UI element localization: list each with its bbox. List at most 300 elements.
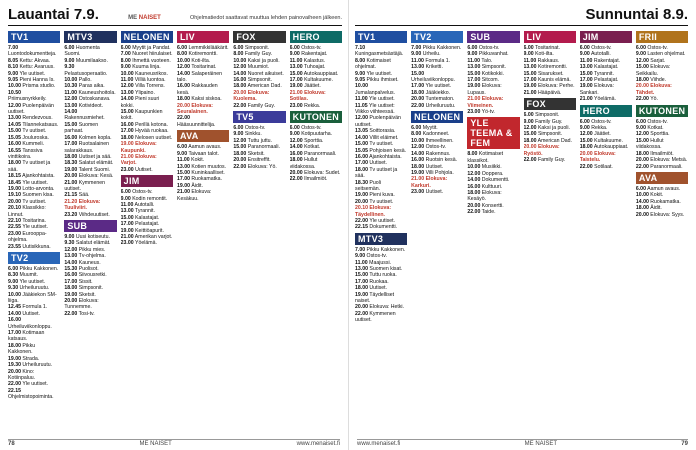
program-title: Elokuva: Kesäyö. <box>467 189 502 203</box>
program-title: Elokuva: Kesäkuu. <box>176 189 212 202</box>
program-listing <box>177 83 229 96</box>
program-title: Amerikan varjot. <box>133 233 173 240</box>
program-time: 11.00 <box>120 201 134 208</box>
program-time: 9.00 <box>523 51 534 58</box>
program-title: Suomen kisat. <box>367 266 403 272</box>
program-time: 12.00 <box>411 144 425 151</box>
program-time: 18.00 <box>64 153 78 160</box>
program-title: Kettu: Avaruus. <box>18 64 55 71</box>
program-title: Yle uutiset. <box>18 278 46 285</box>
program-title: Uutiset ja sää. <box>77 153 112 160</box>
program-title: Sporttia. <box>648 131 670 138</box>
program-time: 17.00 <box>523 77 537 84</box>
program-time: 6.00 <box>120 45 131 51</box>
edition-brand: NAISET <box>138 15 161 21</box>
program-time: 6.00 <box>635 45 646 51</box>
program-time: 9.00 <box>467 51 478 58</box>
program-listing <box>64 109 116 122</box>
program-time: 16.00 <box>8 317 21 324</box>
program-title: Uutiset. <box>367 285 388 292</box>
program-title: Urheiluviikonloppu. <box>411 77 456 84</box>
program-title: Puolisot. <box>77 266 99 272</box>
program-title: Elokuva: Sudet. <box>302 169 341 176</box>
program-listing <box>636 164 688 170</box>
program-title: Priimusnyrkkeily. <box>8 96 47 103</box>
program-listing <box>8 103 60 116</box>
program-time: 9.30 <box>64 240 75 247</box>
program-time: 18.00 <box>8 342 21 349</box>
program-title: Kauneus. <box>77 259 101 266</box>
program-title: Simpsonit. <box>246 77 272 84</box>
program-title: Kolmen kopla. <box>77 134 112 141</box>
program-time: 21.00 <box>176 189 190 196</box>
program-title: Muumit. <box>18 272 38 279</box>
program-title: Family Guy. <box>243 51 273 58</box>
program-title: Ruokaa. <box>367 278 389 285</box>
program-time: 13.00 <box>579 64 593 71</box>
program-title: Ruotsin kesä. <box>424 157 458 164</box>
program-time: 10.00 <box>8 83 21 90</box>
program-title: Tv-ohjelma. <box>77 253 106 260</box>
channel-header: TV1 <box>355 31 407 43</box>
program-title: Yle uutiset. <box>20 224 48 231</box>
program-title: Uutiset. <box>424 189 444 196</box>
program-title: Ostos-tv. <box>424 144 446 151</box>
program-title: Jääkiekko. <box>424 89 451 96</box>
program-title: Tositarinat. <box>533 45 561 51</box>
program-time: 22.00 <box>523 157 537 164</box>
program-title: Kuninkaalliset. <box>189 169 225 176</box>
program-listing <box>233 164 285 170</box>
program-title: Jäätiet. <box>302 83 321 90</box>
program-time: 11.00 <box>355 96 368 103</box>
program-title: Ajankohtaista. <box>367 153 402 160</box>
program-time: 10.00 <box>64 77 78 84</box>
program-listing <box>8 292 60 305</box>
program-time: 22.15 <box>8 387 21 394</box>
program-title: Tv uutiset ja sää. <box>355 166 398 180</box>
listing-column <box>355 29 407 443</box>
program-title: Urheiluruutu. <box>18 285 50 292</box>
program-listing <box>355 115 407 128</box>
program-title: Kauneushoitola. <box>77 89 116 96</box>
program-time: 11.00 <box>355 259 368 266</box>
program-title: Family Guy. <box>536 157 566 164</box>
program-title: Yle uutiset. <box>20 381 48 388</box>
program-time: 13.00 <box>176 163 190 170</box>
program-title: Sketsit. <box>246 150 265 157</box>
program-title: Simpsonit. <box>533 112 560 119</box>
program-time: 17.00 <box>64 141 78 148</box>
program-title: Tv uutiset. <box>20 198 47 205</box>
program-title: Yle uutiset. <box>367 96 395 103</box>
program-listing <box>580 83 632 96</box>
program-time: 19.00 <box>8 355 21 362</box>
program-time: 12.00 <box>523 125 537 132</box>
program-time: 10.00 <box>8 291 21 298</box>
program-listing <box>8 244 60 250</box>
program-time: 12.00 <box>176 64 190 71</box>
program-listing <box>467 151 519 164</box>
program-title: Villiä luontoa. <box>133 77 166 84</box>
program-title: Nelosen uutiset. <box>133 134 173 141</box>
program-title: Maajussi. <box>367 259 392 266</box>
program-title: Salatut elämät. <box>77 160 114 167</box>
program-time: 9.00 <box>355 253 366 260</box>
program-title: Kummeli. <box>20 141 45 148</box>
program-listing <box>121 109 173 122</box>
program-title: Elokuva: Perhe. <box>536 83 575 90</box>
program-time: 17.00 <box>355 160 368 167</box>
program-title: Hullut viidakossa. <box>289 157 318 170</box>
program-title: Yle uutiset: Viikko viihteessä. <box>355 102 395 116</box>
program-time: 17.00 <box>176 176 190 183</box>
program-time: 9.00 <box>120 64 131 71</box>
program-time: 14.00 <box>355 134 368 141</box>
program-title: Ostos-tv. <box>365 253 387 260</box>
channel-header: YLE TEEMA & FEM <box>467 117 519 149</box>
program-title: Kalastajat. <box>592 64 619 71</box>
channel-header: FOX <box>524 98 576 110</box>
program-title: Pieni Hanna Is. <box>18 77 55 84</box>
page-number: 78 <box>8 441 15 447</box>
program-time: 9.00 <box>289 51 300 58</box>
program-title: Kauneusrikos. <box>133 70 168 77</box>
listing-columns <box>355 29 688 443</box>
program-time: 22.55 <box>8 224 21 231</box>
program-time: 20.00 <box>411 96 425 103</box>
program-title: Ajankohtaista. <box>20 173 55 180</box>
program-title: Kodin remontit. <box>130 195 168 202</box>
program-title: Kino: Kotiinpaluu. <box>8 368 36 381</box>
program-time: 6.00 <box>579 45 590 51</box>
program-time: 21.00 <box>64 179 78 186</box>
program-time: 22.00 <box>176 115 190 122</box>
program-title: Autotalli. <box>133 201 155 208</box>
program-listing <box>64 311 116 317</box>
program-time: 18.00 <box>355 166 368 173</box>
program-time: 14.00 <box>8 310 21 317</box>
program-time: 15.00 <box>635 64 649 71</box>
program-time: 13.05 <box>355 128 368 135</box>
program-time: 21.00 <box>289 89 303 96</box>
program-time: 20.00 <box>635 83 649 90</box>
program-title: Salaperäinen talo. <box>176 70 222 84</box>
footer-url: www.menaiset.fi <box>296 441 340 447</box>
program-title: Tyrannit. <box>592 70 614 77</box>
program-listing <box>8 231 60 244</box>
program-title: Elokuva: Taistelu. <box>579 150 616 164</box>
program-title: Ostos-tv. <box>645 118 668 125</box>
program-title: Villi Pohjola. <box>424 169 454 176</box>
program-title: Tilannekatsaus. <box>20 121 59 128</box>
program-title: Uutiset. <box>20 310 41 317</box>
page-number: 79 <box>681 441 688 447</box>
program-title: Myytit ja Pandat. <box>130 45 171 51</box>
program-time: 18.00 <box>64 285 78 292</box>
program-title: Salatut elämät. <box>74 240 111 247</box>
program-time: 11.05 <box>355 102 368 109</box>
program-listing <box>233 90 285 103</box>
program-time: 11.00 <box>64 89 78 96</box>
listing-column <box>467 29 519 443</box>
program-listing <box>64 141 116 154</box>
program-time: 9.00 <box>411 51 422 58</box>
program-title: American Dad. <box>536 137 572 144</box>
program-time: 10.00 <box>411 137 425 144</box>
program-listing <box>467 109 519 115</box>
program-time: 16.00 <box>233 77 247 84</box>
program-time: 6.00 <box>467 45 478 51</box>
program-title: Ihmettä vuoteen. <box>130 57 171 64</box>
program-title: Muumilaakso. <box>74 57 108 64</box>
program-title: Elokuva: Täydellinen. <box>355 205 392 218</box>
program-time: 21.20 <box>64 198 78 205</box>
program-listing <box>8 148 60 161</box>
program-time: 12.00 <box>635 131 649 138</box>
program-listing <box>64 122 116 135</box>
program-title: Keittiöapurit. <box>133 227 164 234</box>
program-title: Yle uutiset. <box>365 70 393 77</box>
program-time: 22.00 <box>411 102 425 109</box>
program-listing <box>8 388 60 401</box>
program-title: Musiikki. <box>480 164 502 171</box>
program-title: Soittorasia. <box>367 128 396 135</box>
program-time: 18.00 <box>635 205 649 212</box>
program-title: Jumalanpalvelus. <box>355 89 396 96</box>
program-time: 8.00 <box>411 131 422 138</box>
program-title: Elokuva: Kesä. <box>77 173 114 180</box>
program-title: Uutisikkuna. <box>20 243 51 250</box>
program-time: 6.00 <box>120 189 131 196</box>
program-title: Family Guy. <box>533 118 563 125</box>
program-title: American Dad. <box>246 83 282 90</box>
edition-prefix: ME <box>128 15 139 21</box>
program-time: 19.00 <box>289 83 303 90</box>
program-title: Ohjelmistopoiminta. <box>8 394 54 401</box>
program-title: Talent Suomi. <box>77 166 111 173</box>
program-time: 13.00 <box>120 89 134 96</box>
program-listing <box>64 212 116 218</box>
program-title: Äidit. <box>189 182 203 189</box>
program-title: Kultakuume. <box>302 77 333 84</box>
program-title: Family Guy. <box>246 102 276 109</box>
program-time: 18.15 <box>8 173 21 180</box>
disclaimer: Ohjelmatiedot saattavat muuttua lehden painovaiheen jälkeen. <box>190 15 342 21</box>
program-title: Pieni suuri kokki. <box>120 96 160 109</box>
program-title: Ostos-tv. <box>645 45 668 51</box>
program-time: 19.00 <box>467 83 481 90</box>
program-listing <box>524 157 576 163</box>
program-title: Sarjat. <box>648 57 666 64</box>
listing-column <box>580 29 632 443</box>
program-title: Nuoret hiirulaiset. <box>130 51 173 58</box>
program-title: Elokuva: Lupaus. <box>467 83 502 96</box>
program-time: 15.00 <box>289 70 303 77</box>
program-title: Klassikko: Linnut. <box>8 205 46 218</box>
program-time: 8.00 <box>176 51 188 58</box>
program-listing <box>290 157 342 170</box>
program-time: 22.00 <box>64 310 78 317</box>
program-title: Aamun avaus. <box>645 185 681 192</box>
program-title: Yöelämä. <box>592 96 616 103</box>
program-title: Rekka. <box>302 102 321 109</box>
program-time: 19.00 <box>64 166 78 173</box>
program-time: 15.05 <box>355 147 368 154</box>
program-time: 9.00 <box>8 70 19 77</box>
footer-brand: ME NAISET <box>524 441 557 447</box>
program-title: Elokuva: Kuolema. <box>233 89 270 103</box>
program-time: 18.00 <box>355 285 368 292</box>
program-listing <box>8 160 60 173</box>
channel-header: MTV3 <box>355 233 407 245</box>
program-title: Tv uutiset ja sää. <box>8 160 51 173</box>
program-listing <box>411 103 463 109</box>
program-time: 8.30 <box>8 272 19 279</box>
program-title: Tositarinat. <box>189 64 217 71</box>
listing-columns <box>8 29 342 443</box>
program-time: 17.00 <box>411 83 425 90</box>
program-time: 23.20 <box>64 211 78 218</box>
program-title: Elokuva: Ryöstö. <box>523 144 560 157</box>
program-time: 18.45 <box>8 179 21 186</box>
program-listing <box>355 292 407 305</box>
program-time: 18.30 <box>64 160 78 167</box>
program-time: 19.00 <box>411 169 425 176</box>
program-time: 15.00 <box>635 137 649 144</box>
program-time: 17.00 <box>467 77 481 84</box>
program-listing <box>64 180 116 193</box>
program-time: 11.00 <box>523 57 537 64</box>
program-title: Formula 1. <box>423 57 451 64</box>
program-title: Kokit. <box>189 157 205 164</box>
program-time: 20.00 <box>233 89 247 96</box>
program-time: 19.00 <box>120 227 134 234</box>
program-title: Elokuva: Seikkailu. <box>635 64 671 77</box>
program-time: 15.00 <box>176 169 190 176</box>
listing-column <box>121 29 173 443</box>
program-listing <box>290 176 342 182</box>
program-title: Uutiset. <box>367 160 388 167</box>
program-time: 22.00 <box>233 102 247 109</box>
program-title: Siivousretki. <box>77 272 107 279</box>
program-title: Taivaan talot. <box>187 150 220 157</box>
program-time: 18.00 <box>233 150 247 157</box>
program-time: 15.00 <box>233 144 247 151</box>
channel-header: NELONEN <box>411 111 463 123</box>
program-title: Huomenta Suomi. <box>64 45 100 58</box>
program-title: Nuoret aikuiset. <box>246 70 284 77</box>
program-time: 18.00 <box>176 96 190 103</box>
program-title: Elokuva: Tähdet. <box>635 83 672 96</box>
program-time: 21.00 <box>523 89 537 96</box>
program-title: Prisma studio. <box>20 83 56 90</box>
program-listing <box>8 369 60 382</box>
program-time: 6.00 <box>635 185 646 192</box>
program-listing <box>636 96 688 102</box>
program-title: Sissit. <box>77 278 93 285</box>
program-time: 14.00 <box>635 198 649 205</box>
program-time: 23.00 <box>120 166 134 173</box>
program-title: Elokuva: Syys. <box>648 211 685 218</box>
program-title: Ostos-tv. <box>243 125 266 132</box>
program-time: 6.00 <box>289 45 300 51</box>
program-listing <box>121 141 173 154</box>
program-time: 15.00 <box>579 70 593 77</box>
program-time: 13.00 <box>64 102 78 109</box>
program-time: 9.05 <box>355 77 366 84</box>
program-time: 22.00 <box>8 381 21 388</box>
program-title: Ensitreffit. <box>246 157 271 164</box>
program-title: Rendezvous. <box>20 115 53 122</box>
program-time: 18.00 <box>233 83 247 90</box>
program-title: Elokuva: Varjot. <box>120 153 157 167</box>
program-listing <box>177 189 229 202</box>
right-page <box>348 0 696 450</box>
program-time: 15.00 <box>64 121 78 128</box>
channel-header: TV1 <box>8 31 60 43</box>
program-time: 9.00 <box>355 70 366 77</box>
program-time: 12.45 <box>8 304 21 311</box>
program-listing <box>355 103 407 116</box>
program-title: Kotimaan katsaus. <box>8 330 45 343</box>
program-title: Hääsuunnittelija. <box>176 121 216 128</box>
program-time: 19.00 <box>579 83 593 90</box>
program-time: 6.00 <box>233 125 244 132</box>
program-time: 10.50 <box>8 89 21 96</box>
program-title: Tuntematon. <box>424 96 455 103</box>
channel-header: LIV <box>524 31 576 43</box>
channel-header: AVA <box>636 172 688 184</box>
program-title: Pikku mies. <box>77 246 106 253</box>
program-title: Formula 1. <box>20 304 48 311</box>
program-time: 18.30 <box>355 179 368 186</box>
program-time: 9.00 <box>289 131 300 138</box>
program-title: Elokuva: Seuralainen. <box>176 102 214 116</box>
program-title: Simpsonit. <box>536 131 563 138</box>
program-time: 12.00 <box>120 83 134 90</box>
program-time: 20.00 <box>176 102 190 109</box>
program-title: Kaunis elämä. <box>536 77 571 84</box>
program-title: Sketsit. <box>77 291 96 298</box>
program-title: Kotkat. <box>645 125 664 132</box>
program-time: 8.00 <box>355 57 366 64</box>
channel-header: JIM <box>121 175 173 187</box>
program-time: 22.15 <box>355 224 368 231</box>
program-title: Elokuva: Tuuliviiri. <box>64 198 101 212</box>
channel-header: KUTONEN <box>636 105 688 117</box>
program-listing <box>580 96 632 102</box>
program-title: Kotkat. <box>302 144 321 151</box>
program-title: Tv uutiset. <box>20 128 47 135</box>
program-time: 12.00 <box>635 57 649 64</box>
listing-column <box>636 29 688 443</box>
program-time: 7.00 <box>355 246 366 253</box>
program-title: Äidit. <box>648 205 662 212</box>
program-time: 21.00 <box>411 176 425 183</box>
program-time: 14.05 <box>8 121 21 128</box>
program-time: 9.00 <box>8 278 19 285</box>
program-time: 21.15 <box>64 192 78 199</box>
program-time: 17.00 <box>579 77 593 84</box>
program-time: 15.00 <box>467 70 481 77</box>
channel-header: TV2 <box>411 31 463 43</box>
program-listing <box>355 224 407 230</box>
program-title: Villit eläimet. <box>367 134 399 141</box>
program-title: Pelastajat. <box>133 221 160 228</box>
program-listing <box>64 199 116 212</box>
program-time: 10.00 <box>233 57 247 64</box>
